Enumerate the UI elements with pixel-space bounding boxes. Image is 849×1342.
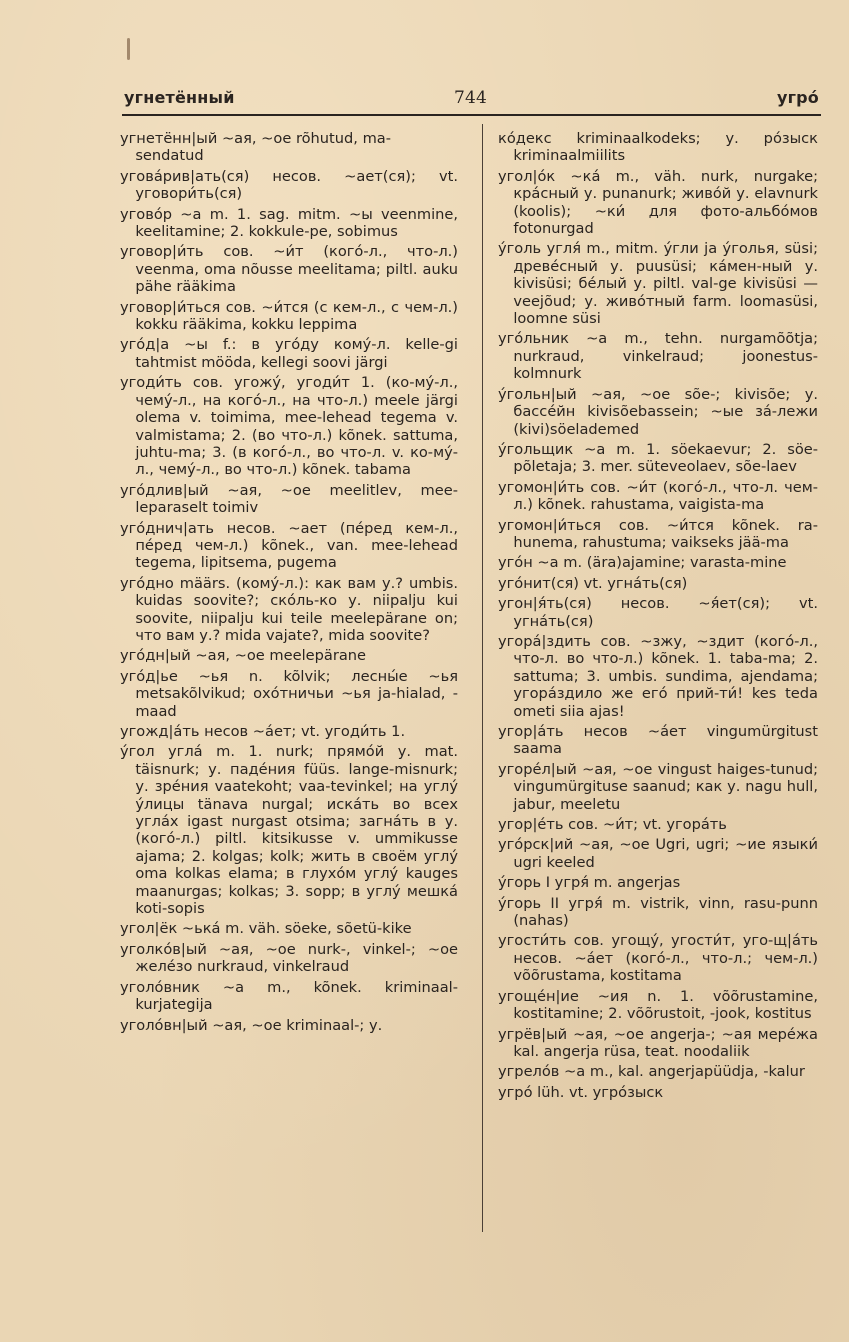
dictionary-entry: угово́р ~а m. 1. sag. mitm. ~ы veenmine, keelitamine; 2. kokkule-pe, sobimus: [120, 205, 458, 241]
dictionary-entry: угол|о́к ~ка́ m., väh. nurk, nurgake; кра́сный у. punanurk; живо́й у. elavnurk (koolis); ~ки́ для фото-альбо́мов fotonurgad: [498, 167, 818, 238]
page-header: [124, 88, 819, 112]
dictionary-entry: у́голь угля́ m., mitm. у́гли ja у́голья, süsi; древе́сный у. puusüsi; ка́мен-ный у. kivisüsi; бе́лый у. piltl. val-ge kivisüsi — veejõud; у. живо́тный farm. loomasüsi, loomne süsi: [498, 240, 818, 328]
dictionary-entry: угоще́н|ие ~ия n. 1. võõrustamine, kostitamine; 2. võõrustoit, -jook, kostitus: [498, 987, 818, 1023]
dictionary-entry: угол|ёк ~ька́ m. väh. söeke, sõetü-kike: [120, 920, 412, 938]
dictionary-entry: уго́н ~а m. (ära)ajamine; varasta-mine: [498, 554, 787, 572]
ink-mark: [127, 38, 130, 60]
header-first-word: угнетённый: [124, 88, 235, 107]
dictionary-entry: уго́д|ье ~ья n. kõlvik; лесны́е ~ья metsakõlvikud; охо́тничьи ~ья ja-hialad, -maad: [120, 667, 458, 720]
left-column: [120, 130, 458, 1037]
dictionary-entry: угожд|а́ть несов ~а́ет; vt. угоди́ть 1.: [120, 723, 406, 740]
dictionary-entry: угон|я́ть(ся) несов. ~я́ет(ся); vt. угна́ть(ся): [498, 595, 818, 630]
dictionary-entry: уголо́вн|ый ~ая, ~ое kriminaal-; у.: [120, 1016, 383, 1034]
dictionary-entry: угор|а́ть несов ~а́ет vingumürgitust saama: [498, 723, 818, 758]
dictionary-entry: уголко́в|ый ~ая, ~ое nurk-, vinkel-; ~ое желе́зо nurkraud, vinkelraud: [120, 940, 458, 976]
dictionary-entry: уго́длив|ый ~ая, ~ое meelitlev, mee-leparaselt toimiv: [120, 481, 458, 517]
dictionary-entry: у́гольн|ый ~ая, ~ое sõe-; kivisõe; у. бассе́йн kivisõebassein; ~ые за́-лежи (kivi)söelademed: [498, 385, 818, 438]
dictionary-entry: угóд|а ~ы f.: в уго́ду кому́-л. kelle-gi tahtmist mööda, kellegi soovi järgi: [120, 336, 458, 371]
column-divider: [482, 124, 483, 1232]
dictionary-entry: у́гольщик ~а m. 1. söekaevur; 2. söe-põletaja; 3. mer. süteveolaev, sõe-laev: [498, 440, 818, 476]
dictionary-entry: угора́|здить сов. ~зжу, ~здит (кого́-л., что-л. во что-л.) kõnek. 1. taba-ma; 2. sattuma; 3. umbis. sundima, ajendama; угора́здило же его́ прий-ти́! kes teda ometi siia ajas!: [498, 632, 818, 720]
right-column: [498, 130, 818, 1104]
dictionary-entry: угомон|и́ть сов. ~и́т (кого́-л., что-л. чем-л.) kõnek. rahustama, vaigista-ma: [498, 478, 818, 514]
dictionary-entry: уго́днич|ать несов. ~ает (пе́ред кем-л., пе́ред чем-л.) kõnek., van. mee-lehead tegema, lipitsema, pugema: [120, 519, 458, 572]
dictionary-entry: уго́дн|ый ~ая, ~ое meelepärane: [120, 647, 367, 665]
dictionary-entry: уго́дно määrs. (кому́-л.): как вам у.? umbis. kuidas soovite?; ско́ль-ко у. niipalju kui soovite, niipalju kui teile meelepärane on; что вам у.? mida vajate?, mida soovite?: [120, 574, 458, 644]
header-rule: [122, 114, 821, 116]
dictionary-entry: уго́рск|ий ~ая, ~ое Ugri, ugri; ~ие языки́ ugri keeled: [498, 836, 818, 871]
dictionary-entry: угро́ lüh. vt. угро́зыск: [498, 1083, 664, 1101]
dictionary-entry: угрело́в ~а m., kal. angerjapüüdja, -kalur: [498, 1063, 805, 1081]
dictionary-entry: у́гол угла́ m. 1. nurk; прямо́й у. mat. täisnurk; у. паде́ния füüs. lange-misnurk; у. зре́ния vaatekoht; vaa-tevinkel; на углу́ у́лицы tänava nurgal; иска́ть во всех угла́х igast nurgast otsima; загна́ть в у. (кого́-л.) piltl. kitsikusse v. ummikusse ajama; 2. kolgas; kolk; жить в своём углу́ oma kolkas elama; в глухо́м углу́ kauges maanurgas; kolkas; 3. sopp; в углу́ мешка́ koti-sopis: [120, 743, 458, 918]
dictionary-entry: уговор|и́ться сов. ~и́тся (с кем-л., с чем-л.) kokku rääkima, kokku leppima: [120, 298, 458, 334]
dictionary-entry: угоди́ть сов. угожу́, угоди́т 1. (ко-му́-л., чему́-л., на кого́-л., на что-л.) meele järgi olema v. toimima, mee-lehead tegema v. valmistama; 2. (во что-л.) kõnek. sattuma, juhtu-ma; 3. (в кого́-л., во что-л. v. ко-му́-л., чему́-л., во что-л.) kõnek. tabama: [120, 374, 458, 479]
header-last-word: угро́: [776, 88, 819, 107]
page-number: 744: [454, 88, 488, 108]
dictionary-entry: уго́нит(ся) vt. угна́ть(ся): [498, 574, 688, 592]
dictionary-entry: уголо́вник ~а m., kõnek. kriminaal-kurjategija: [120, 978, 458, 1014]
dictionary-entry: угова́рив|ать(ся) несов. ~ает(ся); vt. уговори́ть(ся): [120, 167, 458, 203]
dictionary-entry: угоре́л|ый ~ая, ~ое vingust haiges-tunud; vingumürgituse saanud; как у. nagu hull, jabur, meeletu: [498, 760, 818, 813]
dictionary-entry: у́горь II угря́ m. vistrik, vinn, rasu-punn (nahas): [498, 894, 818, 930]
dictionary-entry: у́горь I угря́ m. angerjas: [498, 874, 681, 892]
dictionary-entry: уго́льник ~а m., tehn. nurgamõõtja; nurkraud, vinkelraud; joonestus-kolmnurk: [498, 330, 818, 383]
dictionary-entry: угор|е́ть сов. ~и́т; vt. угора́ть: [498, 816, 727, 834]
dictionary-entry: угнетённ|ый ~ая, ~ое rõhutud, ma- sendatud: [120, 130, 391, 165]
dictionary-entry: угрёв|ый ~ая, ~ое angerja-; ~ая мере́жа kal. angerja rüsa, teat. noodaliik: [498, 1025, 818, 1060]
dictionary-entry: угости́ть сов. угощу́, угости́т, уго-щ|а́ть несов. ~а́ет (кого́-л., что-л.; чем-л.) võõrustama, kostitama: [498, 932, 818, 985]
dictionary-entry: угомон|и́ться сов. ~и́тся kõnek. ra-hunema, rahustuma; vaikseks jää-ma: [498, 516, 818, 551]
dictionary-entry: уговор|и́ть сов. ~и́т (кого́-л., что-л.) veenma, oma nõusse meelitama; piltl. auku pähe rääkima: [120, 243, 458, 296]
dictionary-entry: ко́декс kriminaalkodeks; у. ро́зыск kriminaalmiilits: [498, 130, 818, 165]
